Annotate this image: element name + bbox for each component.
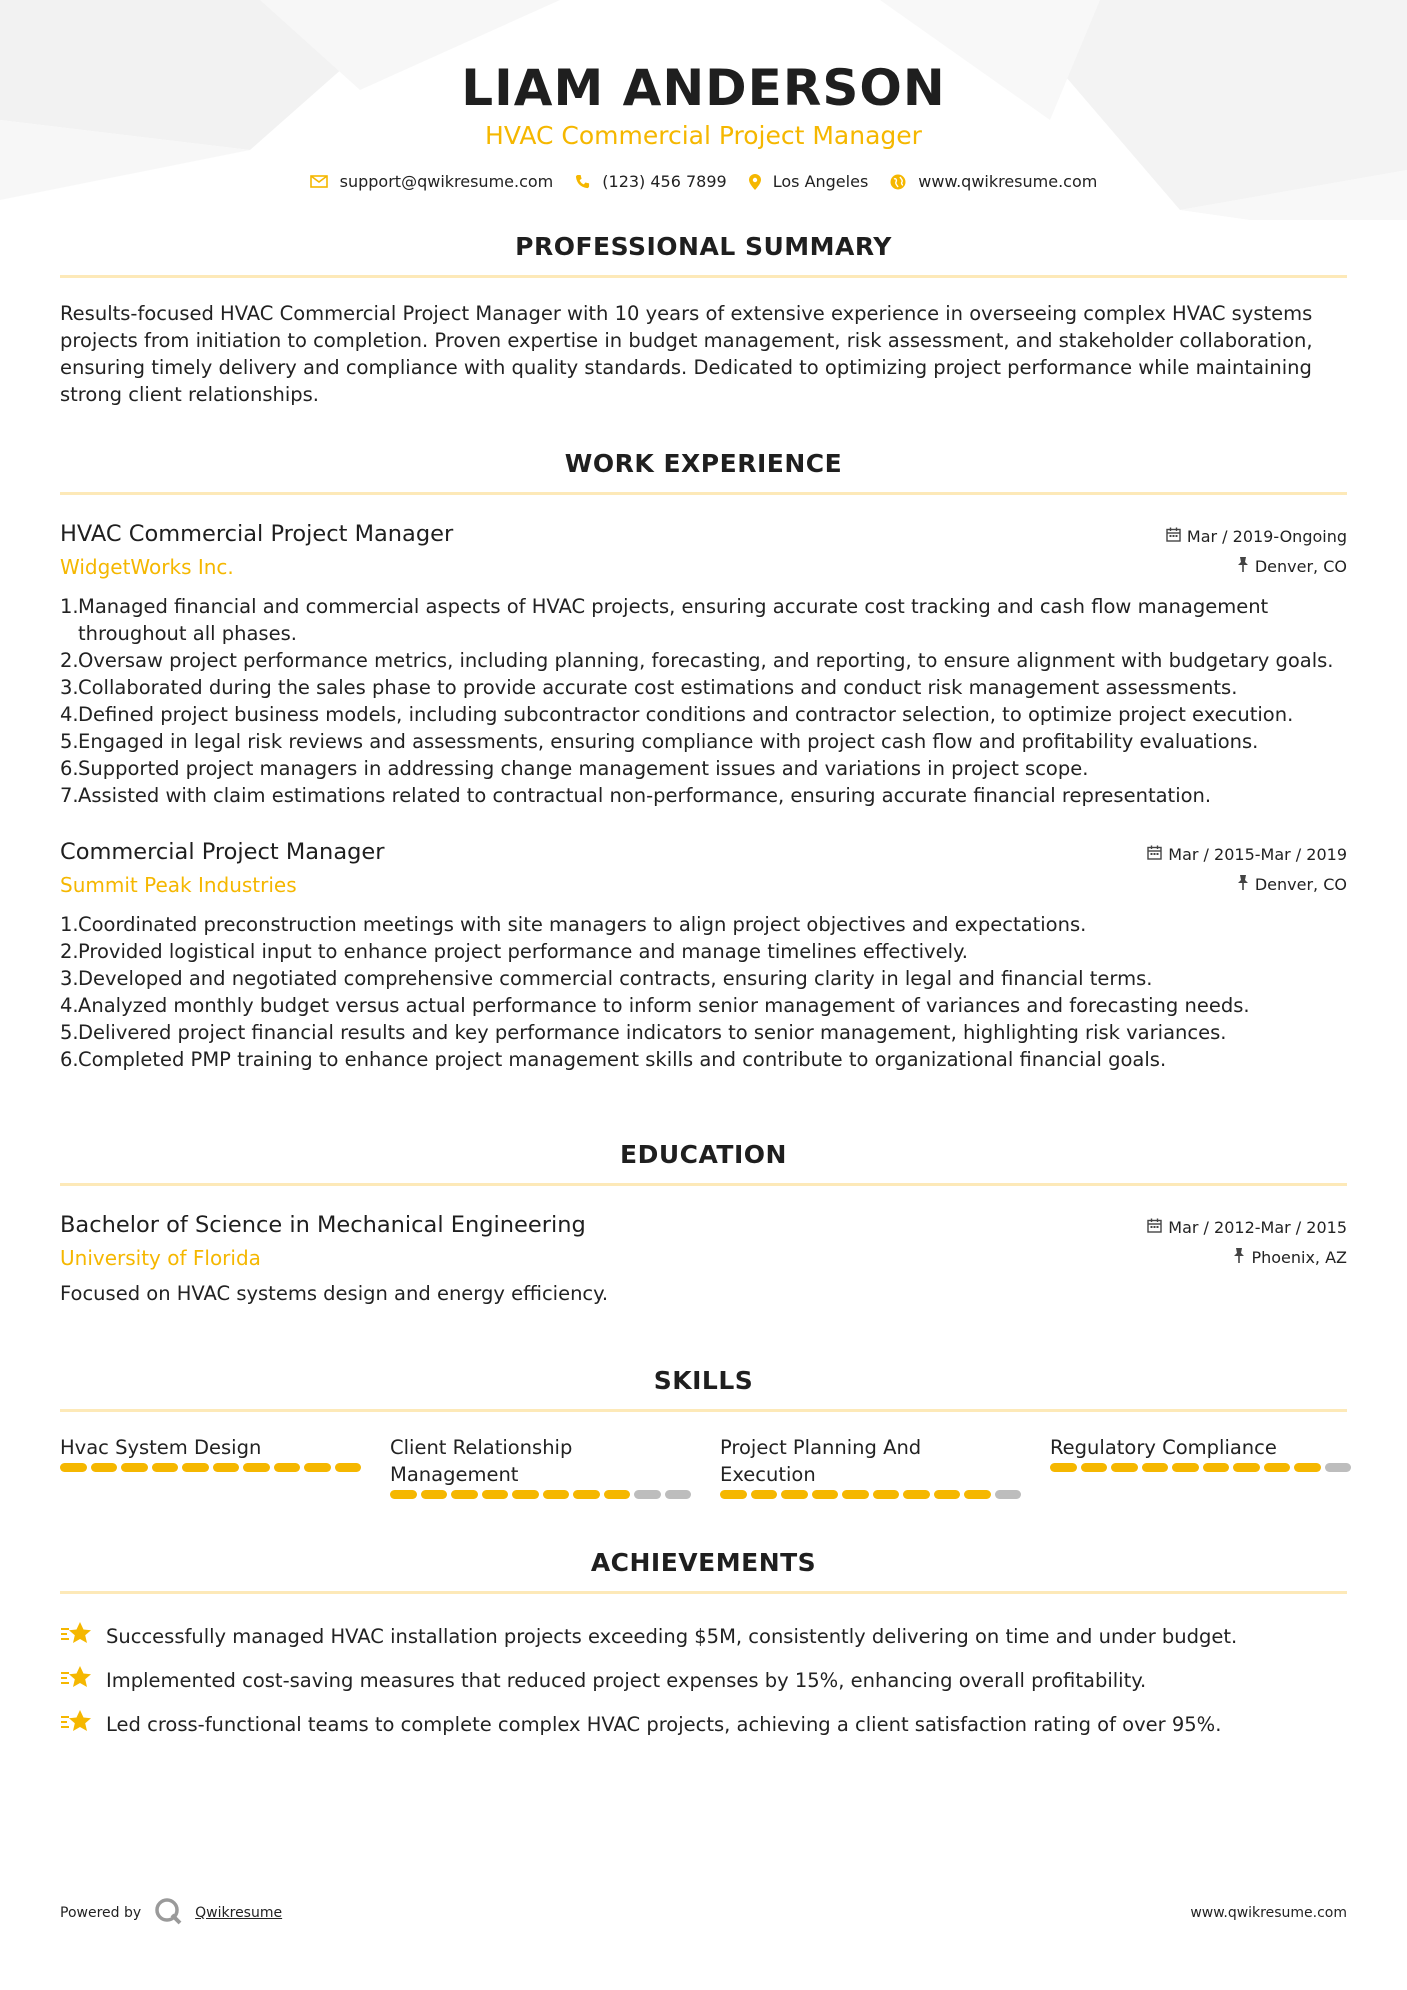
skill-segment-filled — [335, 1463, 362, 1472]
job-entry — [60, 519, 1347, 809]
skill-segment-filled — [1233, 1463, 1260, 1472]
skill-segment-filled — [720, 1490, 747, 1499]
job-dates-text: Mar / 2015-Mar / 2019 — [1168, 844, 1347, 864]
skill-segment-filled — [751, 1490, 778, 1499]
skill-segment-filled — [543, 1490, 570, 1499]
footer-website-link[interactable]: www.qwikresume.com — [1190, 1905, 1347, 1921]
job-dates — [1147, 841, 1347, 867]
job-company: Summit Peak Industries — [60, 873, 297, 897]
star-icon — [60, 1620, 92, 1653]
job-location — [1166, 553, 1347, 579]
list-item — [60, 1658, 1347, 1702]
education-dates — [1147, 1214, 1347, 1240]
contact-bar — [60, 172, 1347, 191]
job-company: WidgetWorks Inc. — [60, 555, 234, 579]
location-text: Los Angeles — [772, 172, 869, 191]
summary-text: Results-focused HVAC Commercial Project Manager with 10 years of extensive experience in overseeing complex HVAC systems projects from initiation to completion. Proven expertise in budget management, risk assessment, and stakeholder collaboration, ensuring timely delivery and compliance with quality standards. Dedicated to optimizing project performance while maintaining strong client relationships. — [60, 302, 1313, 406]
section-divider — [60, 1591, 1347, 1594]
list-item: 7. Assisted with claim estimations related to contractual non-performance, ensuring accurate financial representation. — [60, 784, 1212, 807]
skills-grid — [60, 1434, 1347, 1499]
skills-heading: SKILLS — [653, 1366, 754, 1395]
pushpin-icon — [1237, 875, 1249, 894]
bullet-text: Delivered project financial results and key performance indicators to senior management, highlighting risk variances. — [78, 1021, 1227, 1044]
brand-link[interactable]: Qwikresume — [195, 1905, 283, 1921]
job-dates-text: Mar / 2019-Ongoing — [1186, 526, 1347, 546]
achievements-section — [60, 1547, 1347, 1746]
job-entry — [60, 837, 1347, 1073]
bullet-text: Supported project managers in addressing change management issues and variations in project scope. — [78, 757, 1089, 780]
achievements-heading: ACHIEVEMENTS — [590, 1548, 817, 1577]
list-item: 2. Oversaw project performance metrics, including planning, forecasting, and reporting, to ensure alignment with budgetary goals. — [60, 649, 1334, 672]
bullet-text: Engaged in legal risk reviews and assessments, ensuring compliance with project cash flow and profitability evaluations. — [78, 730, 1259, 753]
skill-segment-filled — [243, 1463, 270, 1472]
skill-segment-filled — [121, 1463, 148, 1472]
skill-name: Regulatory Compliance — [1050, 1436, 1277, 1459]
list-item — [60, 1614, 1347, 1658]
phone-text: (123) 456 7899 — [602, 172, 727, 191]
job-bullets — [60, 911, 1347, 1073]
skill-segment-filled — [1203, 1463, 1230, 1472]
experience-heading: WORK EXPERIENCE — [564, 449, 843, 478]
star-icon — [60, 1664, 92, 1697]
skill-segment-filled — [182, 1463, 209, 1472]
skill-name: Hvac System Design — [60, 1436, 262, 1459]
list-item: 1. Managed financial and commercial aspects of HVAC projects, ensuring accurate cost tracking and cash flow management throughout all phases. — [60, 593, 1347, 647]
skill-segment-filled — [812, 1490, 839, 1499]
bullet-text: Defined project business models, including subcontractor conditions and contractor selection, to optimize project execution. — [78, 703, 1294, 726]
pushpin-icon — [1233, 1248, 1245, 1267]
email-text: support@qwikresume.com — [339, 172, 554, 191]
achievement-text: Led cross-functional teams to complete complex HVAC projects, achieving a client satisfaction rating of over 95%. — [106, 1712, 1222, 1736]
job-dates — [1166, 523, 1347, 549]
bullet-text: Collaborated during the sales phase to provide accurate cost estimations and conduct risk management assessments. — [78, 676, 1238, 699]
list-item: 4. Analyzed monthly budget versus actual performance to inform senior management of variances and forecasting needs. — [60, 994, 1250, 1017]
education-description: Focused on HVAC systems design and energy efficiency. — [60, 1282, 609, 1305]
bullet-text: Coordinated preconstruction meetings with site managers to align project objectives and expectations. — [78, 913, 1087, 936]
summary-section — [60, 231, 1347, 408]
skill-segment-filled — [903, 1490, 930, 1499]
summary-heading: PROFESSIONAL SUMMARY — [515, 232, 892, 261]
bullet-text: Completed PMP training to enhance project management skills and contribute to organizational financial goals. — [78, 1048, 1167, 1071]
skill-segment-filled — [964, 1490, 991, 1499]
list-item: 5. Delivered project financial results and key performance indicators to senior management, highlighting risk variances. — [60, 1021, 1227, 1044]
skill-segment-filled — [934, 1490, 961, 1499]
job-location — [1147, 871, 1347, 897]
skill-segment-filled — [213, 1463, 240, 1472]
resume-header — [60, 0, 1347, 191]
skill-level-bar — [720, 1490, 1021, 1499]
skill-segment-filled — [91, 1463, 118, 1472]
website-text: www.qwikresume.com — [918, 172, 1098, 191]
skill-segment-empty — [665, 1490, 692, 1499]
skill-segment-filled — [451, 1490, 478, 1499]
achievements-list — [60, 1614, 1347, 1746]
skill-level-bar — [390, 1490, 691, 1499]
bullet-text: Developed and negotiated comprehensive commercial contracts, ensuring clarity in legal and financial terms. — [78, 967, 1153, 990]
education-section — [60, 1139, 1347, 1307]
list-item: 3. Developed and negotiated comprehensive commercial contracts, ensuring clarity in legal and financial terms. — [60, 967, 1153, 990]
skill-segment-filled — [152, 1463, 179, 1472]
skill-name: Project Planning And Execution — [720, 1436, 922, 1486]
education-heading: EDUCATION — [620, 1140, 787, 1169]
skill-level-bar — [60, 1463, 361, 1472]
skill-segment-filled — [1081, 1463, 1108, 1472]
star-icon — [60, 1708, 92, 1741]
skill-segment-filled — [1111, 1463, 1138, 1472]
education-entry — [60, 1210, 1347, 1307]
powered-by-label: Powered by — [60, 1905, 142, 1921]
achievement-text: Implemented cost-saving measures that reduced project expenses by 15%, enhancing overall profitability. — [106, 1668, 1147, 1692]
skill-segment-filled — [1172, 1463, 1199, 1472]
phone-icon — [575, 174, 590, 189]
job-title: Commercial Project Manager — [60, 839, 385, 865]
skill-segment-filled — [512, 1490, 539, 1499]
skill-segment-filled — [482, 1490, 509, 1499]
section-divider — [60, 1409, 1347, 1412]
list-item: 2. Provided logistical input to enhance project performance and manage timelines effectively. — [60, 940, 968, 963]
skill-segment-filled — [842, 1490, 869, 1499]
skill-segment-filled — [604, 1490, 631, 1499]
job-location-text: Denver, CO — [1254, 556, 1347, 576]
list-item: 4. Defined project business models, including subcontractor conditions and contractor selection, to optimize project execution. — [60, 703, 1294, 726]
education-location — [1147, 1244, 1347, 1270]
calendar-icon — [1147, 845, 1162, 864]
contact-email[interactable] — [310, 172, 554, 191]
bullet-text: Managed financial and commercial aspects of HVAC projects, ensuring accurate cost tracking and cash flow management throughout all phases. — [78, 595, 1269, 645]
calendar-icon — [1147, 1218, 1162, 1237]
list-item: 6. Supported project managers in addressing change management issues and variations in project scope. — [60, 757, 1089, 780]
envelope-icon — [310, 175, 328, 188]
skill-item — [60, 1434, 361, 1499]
skill-segment-filled — [873, 1490, 900, 1499]
skill-segment-filled — [573, 1490, 600, 1499]
bullet-text: Analyzed monthly budget versus actual performance to inform senior management of variances and forecasting needs. — [78, 994, 1250, 1017]
calendar-icon — [1166, 527, 1181, 546]
degree-title: Bachelor of Science in Mechanical Engineering — [60, 1212, 586, 1238]
skill-segment-filled — [421, 1490, 448, 1499]
skill-segment-filled — [1294, 1463, 1321, 1472]
achievement-text: Successfully managed HVAC installation projects exceeding $5M, consistently delivering on time and under budget. — [106, 1624, 1238, 1648]
job-bullets — [60, 593, 1347, 809]
skill-segment-filled — [390, 1490, 417, 1499]
school-name: University of Florida — [60, 1246, 261, 1270]
skill-segment-filled — [1264, 1463, 1291, 1472]
bullet-text: Oversaw project performance metrics, including planning, forecasting, and reporting, to ensure alignment with budgetary goals. — [78, 649, 1334, 672]
skill-segment-filled — [274, 1463, 301, 1472]
skill-item — [720, 1434, 1021, 1499]
skill-segment-filled — [1142, 1463, 1169, 1472]
candidate-name: LIAM ANDERSON — [461, 59, 946, 117]
skill-segment-filled — [60, 1463, 87, 1472]
map-pin-icon — [749, 174, 761, 190]
job-location-text: Denver, CO — [1254, 874, 1347, 894]
skill-item — [390, 1434, 691, 1499]
bullet-text: Assisted with claim estimations related to contractual non-performance, ensuring accurate financial representation. — [78, 784, 1212, 807]
contact-phone[interactable] — [575, 172, 726, 191]
section-divider — [60, 275, 1347, 278]
skills-section — [60, 1365, 1347, 1499]
list-item: 6. Completed PMP training to enhance project management skills and contribute to organizational financial goals. — [60, 1048, 1167, 1071]
skill-segment-empty — [1325, 1463, 1352, 1472]
skill-segment-empty — [995, 1490, 1022, 1499]
globe-icon — [890, 174, 906, 190]
section-divider — [60, 492, 1347, 495]
pushpin-icon — [1237, 557, 1249, 576]
skill-segment-filled — [304, 1463, 331, 1472]
contact-website[interactable] — [890, 172, 1097, 191]
list-item: 3. Collaborated during the sales phase to provide accurate cost estimations and conduct risk management assessments. — [60, 676, 1238, 699]
bullet-text: Provided logistical input to enhance project performance and manage timelines effectively. — [78, 940, 968, 963]
education-dates-text: Mar / 2012-Mar / 2015 — [1168, 1217, 1347, 1237]
skill-item — [1050, 1434, 1351, 1499]
skill-level-bar — [1050, 1463, 1351, 1472]
skill-name: Client Relationship Management — [390, 1436, 573, 1486]
list-item: 1. Coordinated preconstruction meetings with site managers to align project objectives and expectations. — [60, 913, 1087, 936]
list-item: 5. Engaged in legal risk reviews and assessments, ensuring compliance with project cash flow and profitability evaluations. — [60, 730, 1259, 753]
candidate-role: HVAC Commercial Project Manager — [485, 121, 922, 150]
skill-segment-empty — [634, 1490, 661, 1499]
list-item — [60, 1702, 1347, 1746]
skill-segment-filled — [781, 1490, 808, 1499]
skill-segment-filled — [1050, 1463, 1077, 1472]
contact-location — [749, 172, 869, 191]
section-divider — [60, 1183, 1347, 1186]
education-location-text: Phoenix, AZ — [1251, 1247, 1347, 1267]
job-title: HVAC Commercial Project Manager — [60, 521, 454, 547]
experience-section — [60, 448, 1347, 1073]
